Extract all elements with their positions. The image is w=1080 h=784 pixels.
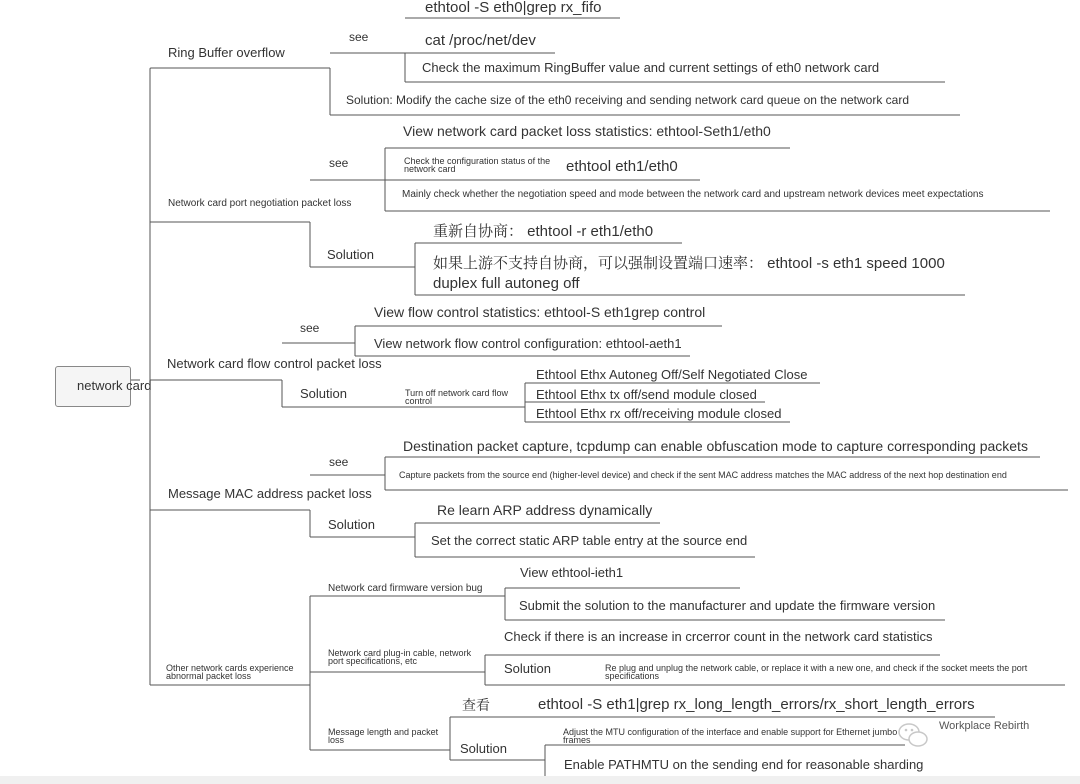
flow-control-autoneg: Ethtool Ethx Autoneg Off/Self Negotiated Close bbox=[536, 367, 808, 382]
flow-control-title: Network card flow control packet loss bbox=[167, 356, 382, 371]
length-see-cn: 查看 bbox=[462, 697, 490, 713]
negotiation-force-line1: 如果上游不支持自协商，可以强制设置端口速率： ethtool -s eth1 speed 1000 bbox=[433, 255, 945, 272]
flow-control-turn-off: Turn off network card flow control bbox=[405, 388, 509, 406]
negotiation-title: Network card port negotiation packet loss bbox=[168, 198, 352, 209]
ring-buffer-check-max: Check the maximum RingBuffer value and current settings of eth0 network card bbox=[422, 60, 880, 75]
watermark-text: Workplace Rebirth bbox=[939, 720, 1030, 732]
wechat-icon bbox=[896, 720, 930, 750]
bottom-strip bbox=[0, 776, 1080, 784]
mac-solution-label: Solution bbox=[328, 517, 375, 532]
cable-title: Network card plug-in cable, network port specifications, etc bbox=[328, 648, 472, 666]
ring-buffer-title: Ring Buffer overflow bbox=[168, 45, 285, 60]
length-pathmtu: Enable PATHMTU on the sending end for reasonable sharding bbox=[564, 757, 924, 772]
mac-see: see bbox=[329, 455, 349, 469]
negotiation-check-config: Check the configuration status of the network card bbox=[404, 156, 551, 174]
mac-capture-dest: Destination packet capture, tcpdump can enable obfuscation mode to capture corresponding packets bbox=[403, 438, 1028, 454]
mac-capture-src: Capture packets from the source end (higher-level device) and check if the sent MAC address matches the MAC address of the next hop destination end bbox=[399, 470, 1007, 480]
mac-relearn: Re learn ARP address dynamically bbox=[437, 502, 653, 518]
ring-buffer-solution: Solution: Modify the cache size of the eth0 receiving and sending network card queue on the network card bbox=[346, 93, 910, 107]
ring-buffer-cmd-cat: cat /proc/net/dev bbox=[425, 32, 536, 49]
flow-control-solution-label: Solution bbox=[300, 386, 347, 401]
ring-buffer-cmd-grep: ethtool -S eth0|grep rx_fifo bbox=[425, 0, 602, 16]
flow-control-tx: Ethtool Ethx tx off/send module closed bbox=[536, 387, 757, 402]
negotiation-cmd: ethtool eth1/eth0 bbox=[566, 158, 678, 175]
ring-buffer-see: see bbox=[349, 30, 369, 44]
other-title: Other network cards experience abnormal packet loss bbox=[166, 663, 294, 681]
mac-static-arp: Set the correct static ARP table entry at the source end bbox=[431, 533, 748, 548]
flow-control-stats: View flow control statistics: ethtool-S eth1grep control bbox=[374, 304, 706, 320]
negotiation-renegotiate: 重新自协商： ethtool -r eth1/eth0 bbox=[433, 223, 654, 240]
length-cmd: ethtool -S eth1|grep rx_long_length_errors/rx_short_length_errors bbox=[538, 696, 975, 713]
firmware-view: View ethtool-ieth1 bbox=[520, 565, 624, 580]
length-solution-label: Solution bbox=[460, 741, 507, 756]
firmware-title: Network card firmware version bug bbox=[328, 583, 483, 594]
cable-check: Check if there is an increase in crcerror count in the network card statistics bbox=[504, 629, 933, 644]
negotiation-force-line2: duplex full autoneg off bbox=[433, 275, 580, 292]
length-mtu: Adjust the MTU configuration of the interface and enable support for Ethernet jumbo frames bbox=[563, 727, 898, 745]
negotiation-stats: View network card packet loss statistics: ethtool-Seth1/eth0 bbox=[403, 123, 771, 139]
flow-control-config: View network flow control configuration: ethtool-aeth1 bbox=[374, 336, 682, 351]
negotiation-solution-label: Solution bbox=[327, 247, 374, 262]
firmware-submit: Submit the solution to the manufacturer and update the firmware version bbox=[519, 598, 936, 613]
other-branches bbox=[310, 588, 1065, 778]
length-title: Message length and packet loss bbox=[328, 727, 439, 745]
negotiation-see: see bbox=[329, 156, 349, 170]
root-label: network card bbox=[77, 378, 152, 393]
mac-title: Message MAC address packet loss bbox=[168, 486, 372, 501]
negotiation-mainly: Mainly check whether the negotiation speed and mode between the network card and upstream network devices meet expectations bbox=[402, 189, 984, 200]
flow-control-see: see bbox=[300, 321, 320, 335]
cable-replug: Re plug and unplug the network cable, or replace it with a new one, and check if the socket meets the port specifications bbox=[605, 663, 1028, 681]
root-bracket bbox=[131, 68, 330, 685]
flow-control-rx: Ethtool Ethx rx off/receiving module closed bbox=[536, 406, 782, 421]
cable-solution-label: Solution bbox=[504, 661, 551, 676]
